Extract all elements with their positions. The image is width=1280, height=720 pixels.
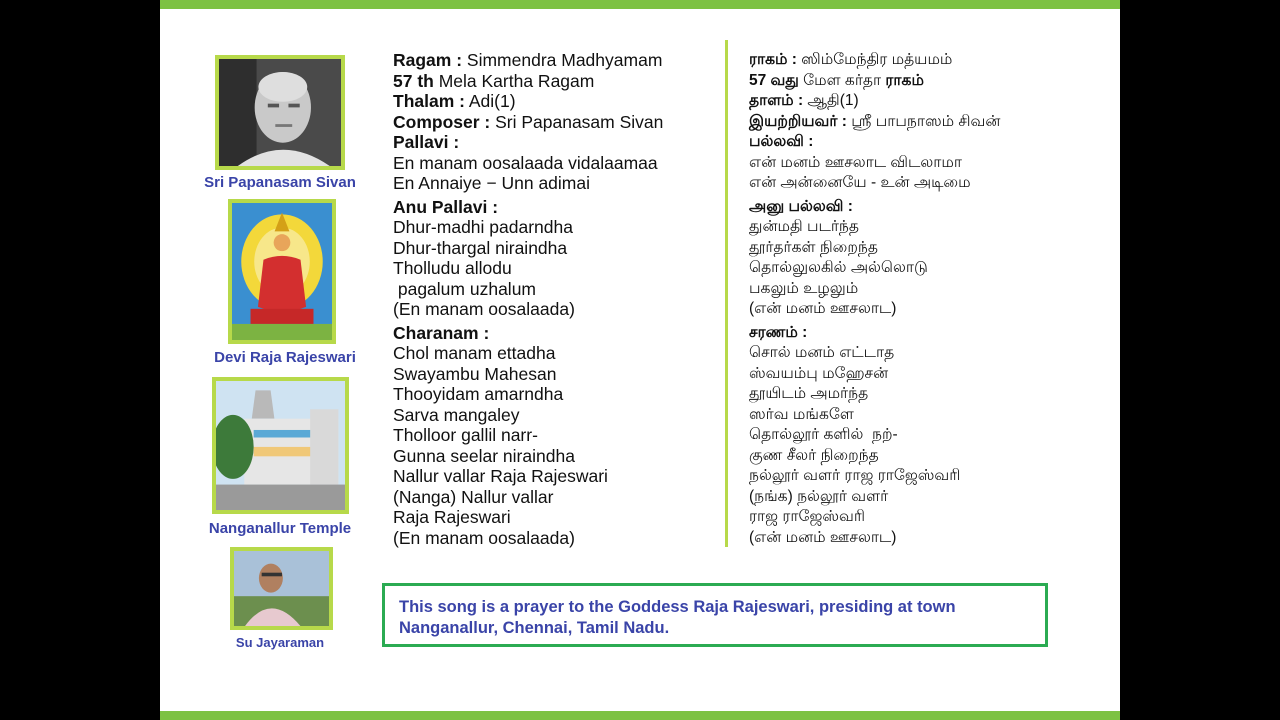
composer-photo	[215, 55, 345, 170]
charanam-label: Charanam :	[393, 322, 490, 343]
anupallavi-label: Anu Pallavi :	[393, 196, 499, 217]
presenter-photo	[230, 547, 333, 630]
pallavi-line: En manam oosalaada vidalaamaa	[393, 152, 658, 173]
charanam-line: Sarva mangaley	[393, 404, 520, 425]
ragam-label: Ragam :	[393, 50, 463, 70]
tamil-charanam-line: நல்லூர் வளர் ராஜ ராஜேஸ்வரி	[749, 467, 961, 484]
thalam-label: Thalam :	[393, 91, 465, 111]
presenter-caption: Su Jayaraman	[235, 635, 325, 650]
tamil-charanam-line: குண சீலர் நிறைந்த	[749, 446, 879, 464]
ragam-value: Simmendra Madhyamam	[462, 50, 663, 70]
anupallavi-line: Dhur-madhi padarndha	[393, 217, 573, 237]
thalam-line	[393, 91, 663, 112]
tamil-pallavi-label: பல்லவி :	[749, 133, 814, 150]
ragam-line	[393, 50, 663, 71]
tamil-anupallavi-line: தொல்லுலகில் அல்லொடு	[749, 259, 928, 276]
tamil-ragam-label: ராகம் :	[749, 51, 797, 68]
tamil-mela-text: மேள கர்தா	[798, 71, 886, 89]
top-accent-bar	[160, 0, 1120, 9]
composer-label: Composer :	[393, 111, 491, 132]
bottom-accent-bar	[160, 711, 1120, 720]
charanam-line: Swayambu Mahesan	[393, 363, 557, 384]
tamil-charanam-line: ராஜ ராஜேஸ்வரி	[749, 508, 866, 525]
charanam-line: Tholloor gallil narr-	[393, 425, 538, 445]
anupallavi-line: Tholludu allodu	[393, 258, 512, 278]
tamil-composer-label: இயற்றியவர் :	[749, 112, 847, 130]
tamil-thalam-line	[749, 91, 1000, 112]
pallavi-label: Pallavi :	[393, 132, 460, 152]
column-divider	[725, 40, 728, 547]
tamil-mela-end: ராகம்	[885, 71, 924, 89]
english-lyrics-column	[393, 50, 663, 548]
mela-text: Mela Kartha Ragam	[433, 70, 595, 91]
tamil-ragam-line	[749, 50, 1000, 71]
thalam-value: Adi(1)	[464, 91, 516, 111]
composer-caption: Sri Papanasam Sivan	[204, 174, 356, 191]
song-description-box: This song is a prayer to the Goddess Raja Rajeswari, presiding at town Nanganallur, Chennai, Tamil Nadu.	[382, 583, 1048, 647]
charanam-line: Gunna seelar niraindha	[393, 445, 575, 466]
deity-caption: Devi Raja Rajeswari	[214, 349, 356, 366]
tamil-charanam-label: சரணம் :	[749, 323, 808, 341]
mela-number: 57 th	[393, 70, 434, 91]
tamil-thalam-value: ஆதி(1)	[803, 92, 859, 109]
tamil-charanam-line: தொல்லூர் களில் நற்-	[749, 426, 898, 443]
charanam-line: (Nanga) Nallur vallar	[393, 486, 554, 507]
slide	[160, 0, 1120, 720]
pallavi-line: En Annaiye − Unn adimai	[393, 173, 591, 193]
anupallavi-line: pagalum uzhalum	[393, 278, 536, 299]
temple-photo	[212, 377, 349, 514]
temple-caption: Nanganallur Temple	[208, 520, 352, 537]
composer-value: Sri Papanasam Sivan	[490, 111, 664, 132]
anupallavi-line: (En manam oosalaada)	[393, 299, 575, 319]
tamil-anupallavi-line: துன்மதி படர்ந்த	[749, 218, 859, 235]
tamil-pallavi-line: என் மனம் ஊசலாட விடலாமா	[749, 153, 962, 171]
tamil-composer-line	[749, 112, 1000, 133]
charanam-line: Chol manam ettadha	[393, 343, 556, 363]
tamil-anupallavi-line: (என் மனம் ஊசலாட)	[749, 300, 897, 317]
anupallavi-line: Dhur-thargal niraindha	[393, 237, 568, 258]
tamil-mela-number: 57 வது	[749, 71, 799, 89]
tamil-thalam-label: தாளம் :	[749, 92, 804, 109]
tamil-ragam-value: ஸிம்மேந்திர மத்யமம்	[796, 51, 953, 68]
tamil-mela-line	[749, 71, 1000, 92]
tamil-anupallavi-line: பகலும் உழலும்	[749, 279, 859, 297]
tamil-charanam-line: ஸர்வ மங்களே	[749, 405, 854, 423]
tamil-anupallavi-label: அனு பல்லவி :	[749, 197, 853, 215]
deity-photo	[228, 199, 336, 344]
tamil-charanam-line: (என் மனம் ஊசலாட)	[749, 528, 897, 546]
tamil-charanam-line: (நங்க) நல்லூர் வளர்	[749, 487, 889, 505]
charanam-line: Nallur vallar Raja Rajeswari	[393, 466, 608, 486]
tamil-charanam-line: ஸ்வயம்பு மஹேசன்	[749, 364, 889, 382]
tamil-anupallavi-line: தூர்தர்கள் நிறைந்த	[749, 238, 878, 256]
tamil-charanam-line: தூயிடம் அமர்ந்த	[749, 385, 869, 402]
tamil-charanam-line: சொல் மனம் எட்டாத	[749, 344, 895, 361]
charanam-line: Raja Rajeswari	[393, 507, 511, 527]
mela-line	[393, 71, 663, 92]
tamil-pallavi-line: என் அன்னையே - உன் அடிமை	[749, 174, 971, 191]
tamil-lyrics-column	[749, 50, 1000, 548]
composer-line	[393, 112, 663, 133]
tamil-composer-value: ஸ்ரீ பாபநாஸம் சிவன்	[846, 112, 1001, 130]
charanam-line: Thooyidam amarndha	[393, 384, 564, 404]
charanam-line: (En manam oosalaada)	[393, 527, 575, 548]
